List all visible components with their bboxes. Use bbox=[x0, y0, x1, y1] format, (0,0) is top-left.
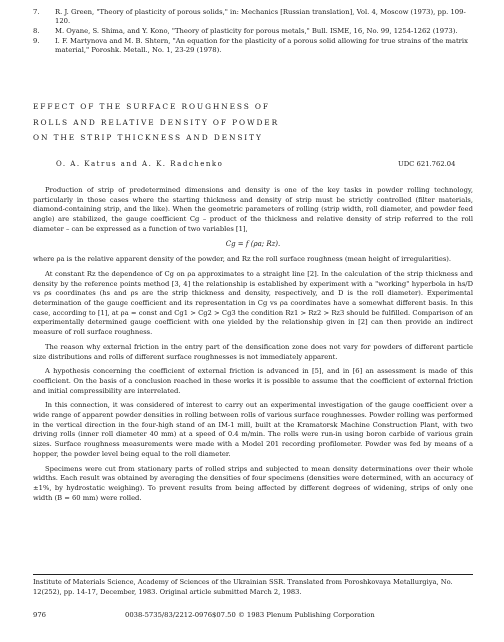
copyright-line: 0038-5735/83/2212-0976$07.50 © 1983 Plenum Publishing Corporation bbox=[125, 611, 375, 619]
article-authors: O. A. Katrus and A. K. Radchenko bbox=[56, 160, 224, 168]
title-line: ROLLS AND RELATIVE DENSITY OF POWDER bbox=[33, 117, 280, 127]
title-line: ON THE STRIP THICKNESS AND DENSITY bbox=[33, 133, 263, 142]
article-title bbox=[33, 99, 473, 146]
body-paragraph: Production of strip of predetermined dimensions and density is one of the key tasks in powder rolling technology, particularly in those cases where the starting thickness and density of strip must be strictly controlled (filter materials, diamond-containing strip, and the like). When the geometric parameters of rolling (strip width, roll diameter, and powder feed angle) are stabilized, the gauge coefficient Cg – product of the thickness and relative density of strip referred to the roll diameter – can be expressed as a function of two variables [1], bbox=[33, 186, 473, 233]
body-paragraph: The reason why external friction in the entry part of the densification zone does not vary for powders of different particle size distributions and rolls of different surface roughnesses is not immediately apparent. bbox=[33, 342, 473, 361]
reference-item bbox=[33, 27, 473, 36]
reference-text: M. Oyane, S. Shima, and Y. Kono, "Theory of plasticity for porous metals," Bull. ISME, 16, No. 99, 1254-1262 (1973). bbox=[55, 27, 458, 36]
reference-item bbox=[33, 37, 473, 56]
body-paragraph: At constant Rz the dependence of Cg on ρa approximates to a straight line [2]. In the calculation of the strip thickness and density by the reference points method [3, 4] the relationship is established by experiment with a "working" hyperbola in hs/D vs ρs coordinates (hs and ρs are the strip thickness and density, respectively, and D is the roll diameter). Experimental determination of the gauge coefficient and its representation in Cg vs ρa coordinates have a somewhat different basis. In this case, according to [1], at ρa = const and Cg1 > Cg2 > Cg3 the condition Rz1 > Rz2 > Rz3 should be fulfilled. Comparison of an experimentally determined gauge coefficient with one yielded by the relationship given in [2] can then provide an indirect measure of roll surface roughness. bbox=[33, 269, 473, 337]
body-paragraph: In this connection, it was considered of interest to carry out an experimental investigation of the gauge coefficient over a wide range of apparent powder densities in rolling between rolls of various surface roughnesses. Powder rolling was performed in the vertical direction in the four-high stand of an IM-1 mill, built at the Kramatorsk Machine Construction Plant, with two driving rolls (inner roll diameter 40 mm) at a speed of 0.4 m/min. The rolls were run-in using boron carbide of various grain sizes. Surface roughness measurements were made with a Model 201 recording profilometer. Powder was fed by means of a hopper, the powder level being equal to the roll diameter. bbox=[33, 401, 473, 458]
reference-text: I. F. Martynova and M. B. Shtern, "An equation for the plasticity of a porous solid allowing for true strains of the matrix material," Poroshk. Metall., No. 1, 23-29 (1978). bbox=[55, 36, 468, 55]
reference-list bbox=[33, 8, 473, 56]
body-paragraph: where ρa is the relative apparent density of the powder, and Rz the roll surface roughness (mean height of irregularities). bbox=[33, 255, 452, 264]
body-paragraph: Specimens were cut from stationary parts of rolled strips and subjected to mean density determinations over their whole widths. Each result was obtained by averaging the densities of four specimens (densities were determined, with an accuracy of ±1%, by hydrostatic weighing). To prevent results from being affected by different degrees of widening, strips of only one width (B = 60 mm) were rolled. bbox=[33, 464, 473, 502]
reference-number: 8. bbox=[33, 27, 40, 36]
reference-number: 9. bbox=[33, 36, 40, 45]
article-body bbox=[33, 186, 473, 508]
udc-code: UDC 621.762.04 bbox=[398, 160, 456, 168]
formula: Cg = f (ρa; Rz). bbox=[225, 239, 281, 248]
footnote-divider bbox=[33, 574, 473, 575]
body-paragraph: A hypothesis concerning the coefficient of external friction is advanced in [5], and in [6] an assessment is made of this coefficient. On the basis of a conclusion reached in these works it is possible to assume that the coefficient of external friction and initial compressibility are interrelated. bbox=[33, 367, 473, 395]
reference-number: 7. bbox=[33, 8, 40, 16]
page-number: 976 bbox=[33, 611, 46, 619]
reference-item bbox=[33, 8, 473, 27]
title-line: EFFECT OF THE SURFACE ROUGHNESS OF bbox=[33, 102, 270, 111]
footnote: Institute of Materials Science, Academy of Sciences of the Ukrainian SSR. Translated from Poroshkovaya Metallurgiya, No. 12(252), pp. 14-17, December, 1983. Original article submitted March 2, 1983. bbox=[33, 578, 453, 596]
reference-text: R. J. Green, "Theory of plasticity of porous solids," in: Mechanics [Russian translation], Vol. 4, Moscow (1973), pp. 109-120. bbox=[55, 8, 466, 26]
